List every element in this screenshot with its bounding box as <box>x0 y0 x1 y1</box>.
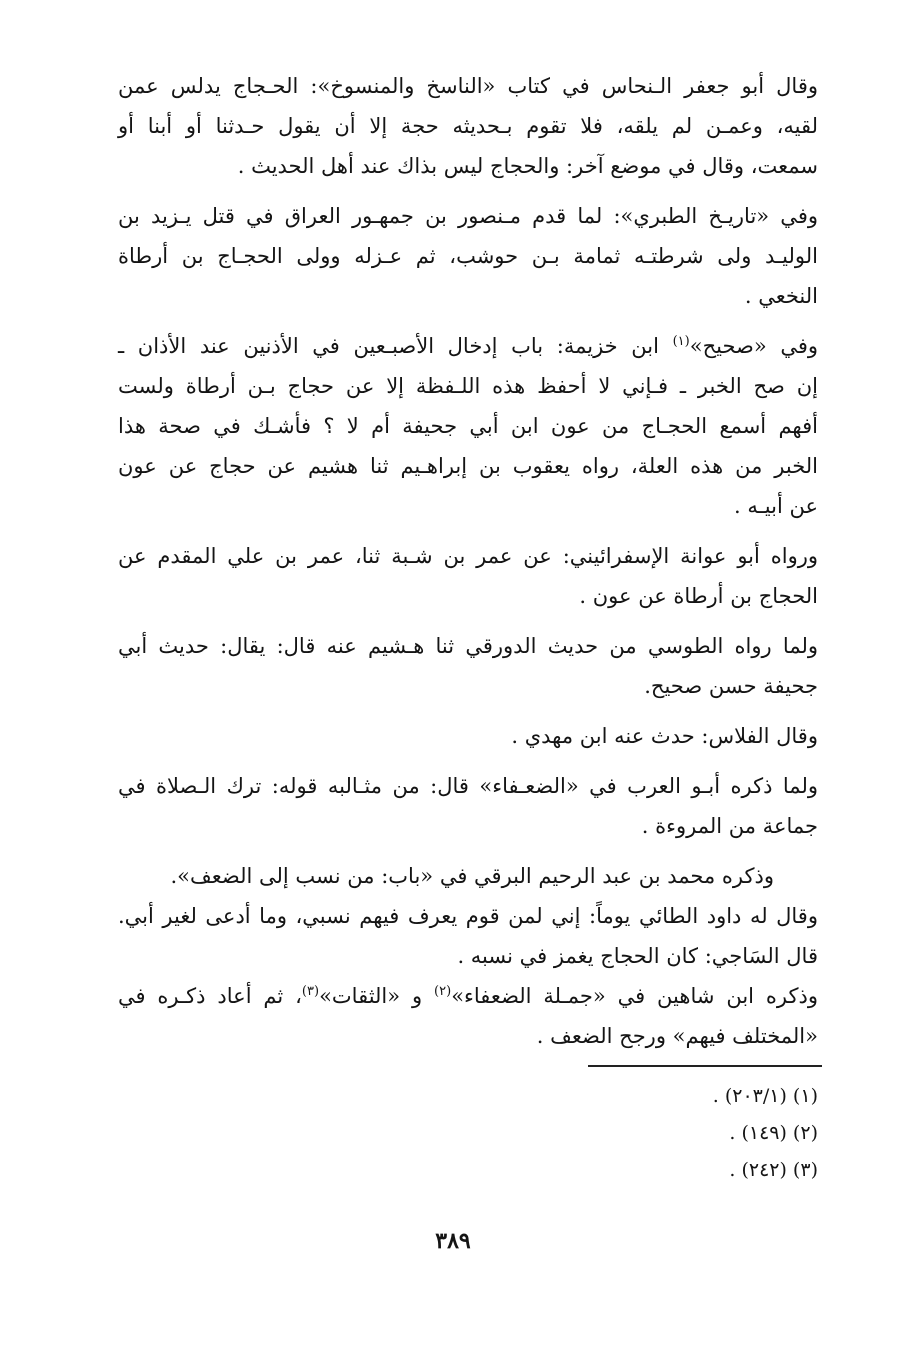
main-text <box>118 66 818 1066</box>
text-segment: و «الثقات» <box>319 984 435 1008</box>
footnote-divider <box>588 1065 822 1067</box>
footnotes <box>540 1078 818 1189</box>
text-line: لقيه، وعمـن لم يلقه، فلا تقوم بـحديثه حجة إلا أن يقول حـدثنا أو أبنا أو <box>118 114 818 138</box>
text-line: ولما ذكره أبـو العرب في «الضعـفاء» قال: من مثـالبه قوله: ترك الـصلاة في <box>118 774 818 798</box>
text-line: وقال الفلاس: حدث عنه ابن مهدي . <box>511 724 818 748</box>
text-line: جماعة من المروءة . <box>641 814 818 838</box>
text-line: جحيفة حسن صحيح. <box>644 674 818 698</box>
paragraph <box>118 976 818 1056</box>
text-line <box>118 326 818 366</box>
text-line: وفي «تاريـخ الطبري»: لما قدم مـنصور بن جمهـور العراق في قتل يـزيد بن <box>118 204 818 228</box>
text-segment: ابن خزيمة: باب إدخال الأصبـعين في الأذنين عند الأذان ـ <box>118 334 673 358</box>
paragraph <box>118 326 818 526</box>
paragraph <box>118 766 818 846</box>
paragraph <box>118 626 818 706</box>
text-line: النخعي . <box>744 284 818 308</box>
paragraph <box>118 536 818 616</box>
text-line: «المختلف فيهم» ورجح الضعف . <box>536 1024 818 1048</box>
text-line: وقال أبو جعفر الـنحاس في كتاب «الناسخ والمنسوخ»: الحـجاج يدلس عمن <box>118 74 818 98</box>
text-segment: ، ثم أعاد ذكـره في <box>118 984 302 1008</box>
text-segment: وفي «صحيح» <box>689 334 819 358</box>
text-line: عن أبيـه . <box>734 494 818 518</box>
footnote: (٣) (٢٤٢) . <box>729 1159 818 1181</box>
text-segment: وذكره ابن شاهين في «جمـلة الضعفاء» <box>451 984 818 1008</box>
paragraph <box>118 896 818 936</box>
text-line: إن صح الخبر ـ فـإني لا أحفظ هذه اللـفظة إلا عن حجاج بـن أرطاة ولست <box>118 374 818 398</box>
paragraph <box>118 716 818 756</box>
text-line: الخبر من هذه العلة، رواه يعقوب بن إبراهـيم ثنا هشيم عن حجاج عن عون <box>118 454 818 478</box>
text-line: الوليـد ولى شرطتـه ثمامة بـن حوشب، ثم عـزله وولى الحجـاج بن أرطاة <box>118 244 818 268</box>
text-line: قال السَاجي: كان الحجاج يغمز في نسبه . <box>457 944 818 968</box>
text-line: وقال له داود الطائي يوماً: إني لمن قوم يعرف فيهم نسبي، وما أدعى لغير أبي. <box>118 904 818 928</box>
text-line <box>118 976 818 1016</box>
text-line: الحجاج بن أرطاة عن عون . <box>579 584 818 608</box>
text-line: أفهم أسمع الحجـاج من عون ابن أبي جحيفة أم لا ؟ فأشـك في صحة هذا <box>118 414 818 438</box>
paragraph <box>118 196 818 316</box>
footnote-ref: (٣) <box>301 984 320 999</box>
text-line: ولما رواه الطوسي من حديث الدورقي ثنا هـشيم عنه قال: يقال: حديث أبي <box>118 634 818 658</box>
paragraph <box>118 856 818 896</box>
paragraph <box>118 66 818 186</box>
paragraph <box>118 936 818 976</box>
page-number: ٣٨٩ <box>435 1228 471 1254</box>
text-line: سمعت، وقال في موضع آخر: والحجاج ليس بذاك عند أهل الحديث . <box>237 154 818 178</box>
footnote: (٢) (١٤٩) . <box>729 1122 818 1144</box>
footnote: (١) (٢٠٣/١) . <box>712 1085 818 1107</box>
text-line: ورواه أبو عوانة الإسفرائيني: عن عمر بن شـبة ثنا، عمر بن علي المقدم عن <box>118 544 818 568</box>
text-line: وذكره محمد بن عبد الرحيم البرقي في «باب: من نسب إلى الضعف». <box>170 864 774 888</box>
footnote-ref: (١) <box>672 334 690 349</box>
footnote-ref: (٢) <box>434 984 452 999</box>
